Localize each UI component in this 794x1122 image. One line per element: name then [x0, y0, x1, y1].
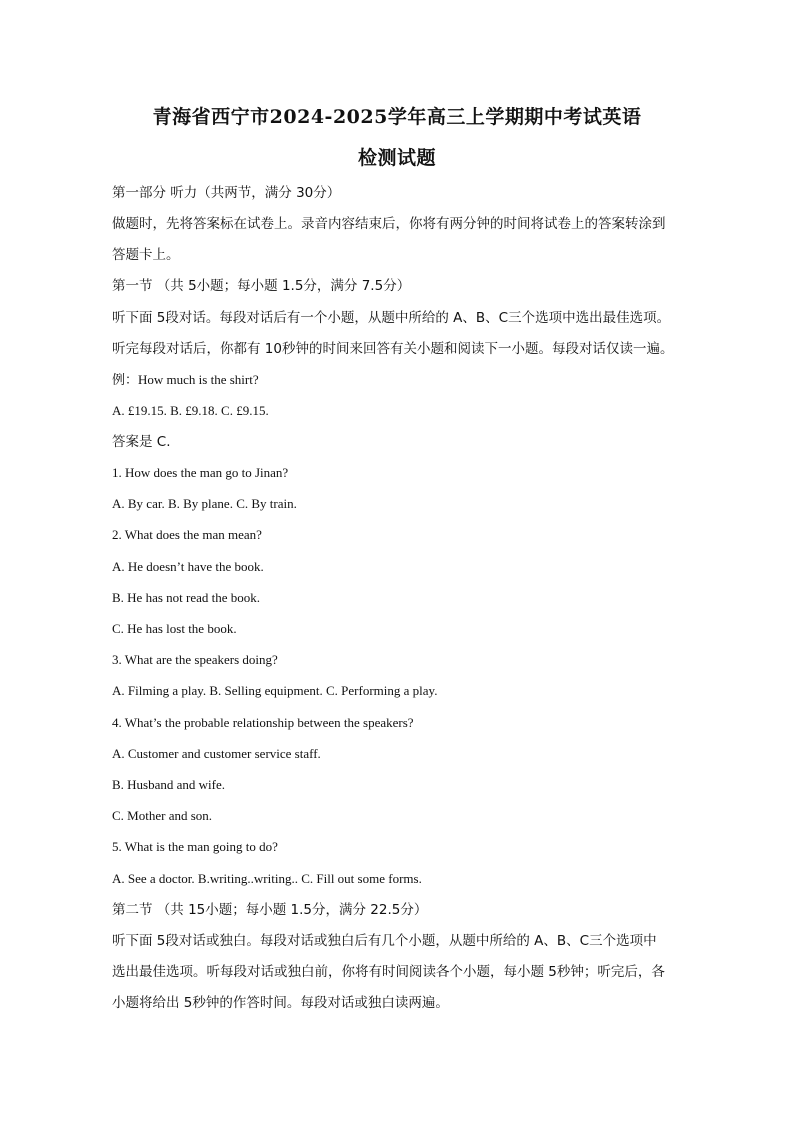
instruction-text: 答题卡上。: [112, 247, 180, 263]
example-answer: 答案是 C.: [112, 434, 171, 450]
question-5-options: A. See a doctor. B.writing..writing.. C. Fill out some forms.: [112, 871, 422, 886]
instruction-text: 听下面 5段对话或独白。每段对话或独白后有几个小题，从题中所给的 A、B、C三个选项中: [112, 933, 657, 949]
question-2-option-a: A. He doesn’t have the book.: [112, 559, 264, 574]
question-1-options: A. By car. B. By plane. C. By train.: [112, 496, 297, 511]
part-one-heading: 第一部分 听力（共两节，满分 30分）: [112, 185, 341, 201]
instruction-text: 选出最佳选项。听每段对话或独白前，你将有时间阅读各个小题，每小题 5秒钟；听完后，各: [112, 964, 665, 980]
document-subtitle: 检测试题: [357, 147, 436, 169]
question-4-option-b: B. Husband and wife.: [112, 777, 226, 792]
document-title: 青海省西宁市2024-2025学年高三上学期期中考试英语: [152, 106, 642, 128]
example-question: 例：How much is the shirt?: [112, 372, 259, 387]
instruction-text: 听下面 5段对话。每段对话后有一个小题，从题中所给的 A、B、C三个选项中选出最佳选项。: [112, 310, 671, 326]
question-4: 4. What’s the probable relationship between the speakers?: [112, 715, 414, 730]
instruction-text: 小题将给出 5秒钟的作答时间。每段对话或独白读两遍。: [112, 995, 449, 1011]
question-1: 1. How does the man go to Jinan?: [112, 465, 289, 480]
instruction-text: 听完每段对话后，你都有 10秒钟的时间来回答有关小题和阅读下一小题。每段对话仅读一遍。: [112, 341, 674, 357]
question-2: 2. What does the man mean?: [112, 527, 262, 542]
question-2-option-c: C. He has lost the book.: [112, 621, 237, 636]
question-5: 5. What is the man going to do?: [112, 839, 278, 854]
question-4-option-a: A. Customer and customer service staff.: [112, 746, 321, 761]
section-one-heading: 第一节 （共 5小题；每小题 1.5分，满分 7.5分）: [112, 278, 411, 294]
example-options: A. £19.15. B. £9.18. C. £9.15.: [112, 403, 269, 418]
instruction-text: 做题时，先将答案标在试卷上。录音内容结束后，你将有两分钟的时间将试卷上的答案转涂到: [112, 216, 666, 232]
question-2-option-b: B. He has not read the book.: [112, 590, 261, 605]
section-two-heading: 第二节 （共 15小题；每小题 1.5分，满分 22.5分）: [112, 902, 428, 918]
question-3-options: A. Filming a play. B. Selling equipment. C. Performing a play.: [112, 683, 438, 698]
question-4-option-c: C. Mother and son.: [112, 808, 213, 823]
question-3: 3. What are the speakers doing?: [112, 652, 278, 667]
